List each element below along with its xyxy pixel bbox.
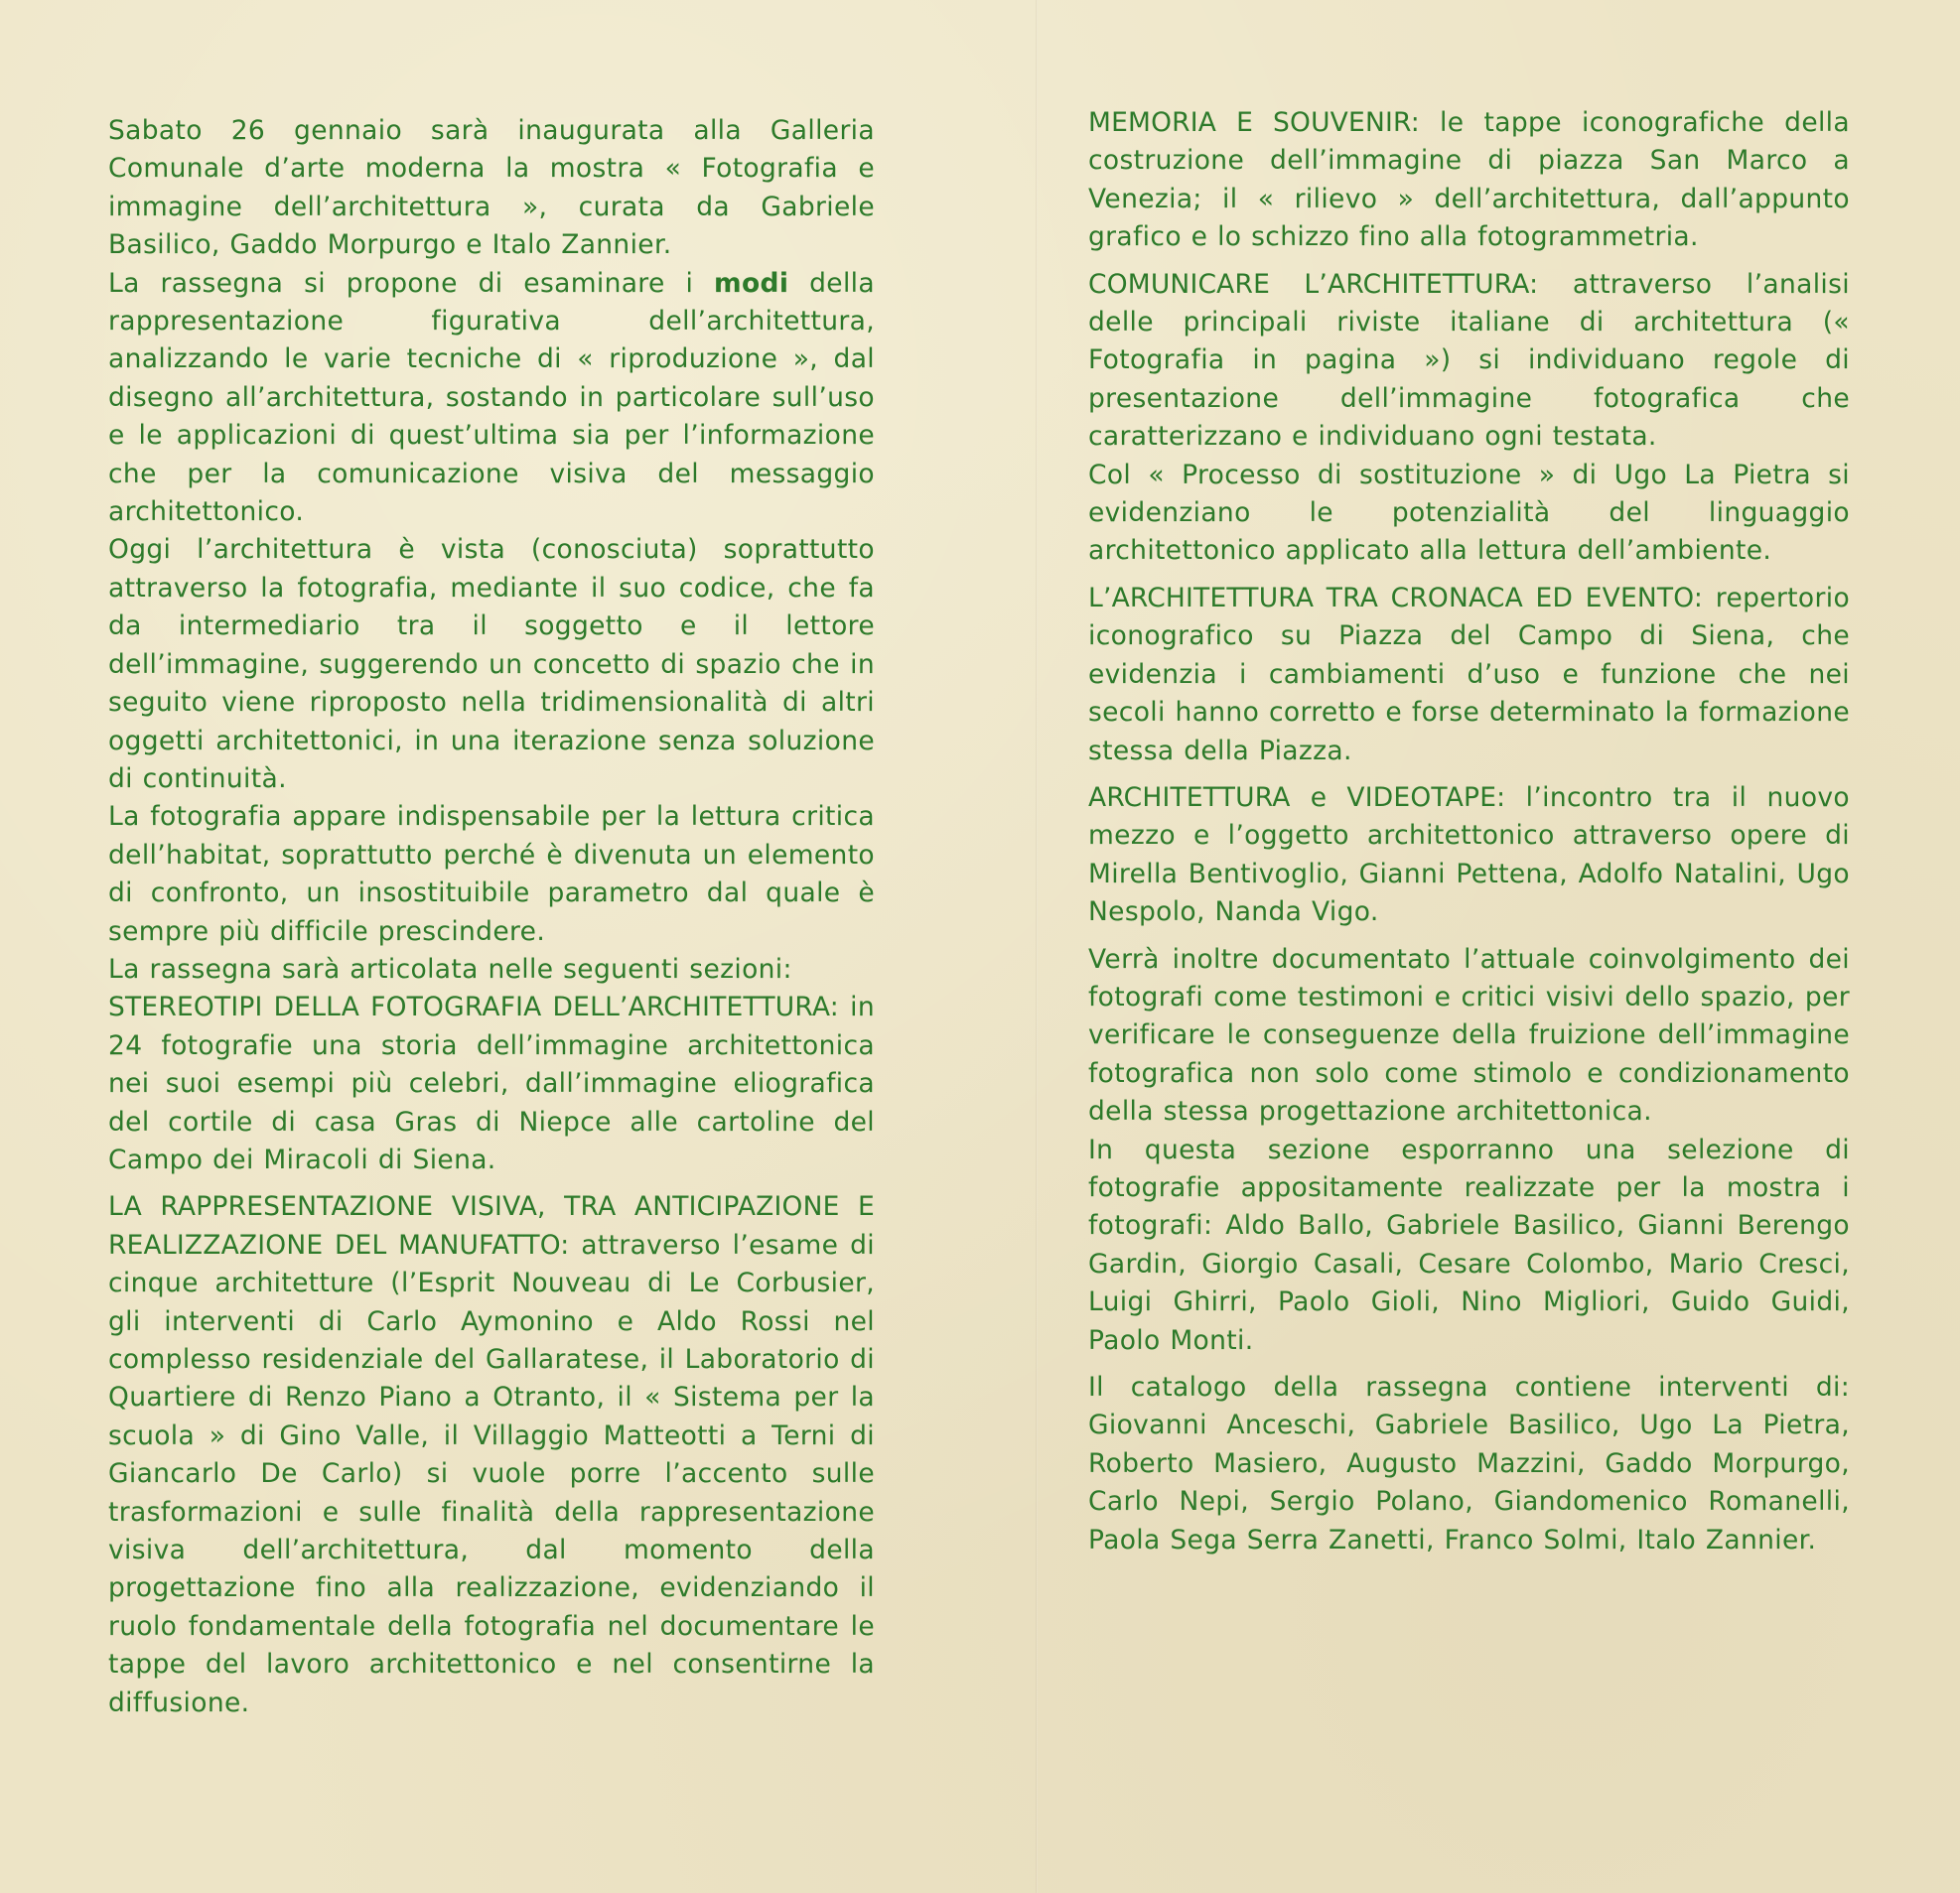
section-comunicare <box>1088 266 1850 457</box>
section-stereotipi-heading: STEREOTIPI DELLA FOTOGRAFIA DELL’ARCHITETTURA: <box>108 992 839 1023</box>
section-videotape <box>1088 779 1850 932</box>
catalogue-contributors-paragraph: Il catalogo della rassegna contiene interventi di: Giovanni Anceschi, Gabriele Basilico, Ugo La Pietra, Roberto Masiero, Augusto Mazzini, Gaddo Morpurgo, Carlo Nepi, Sergio Polano, Giandomenico Romanelli, Paola Sega Serra Zanetti, Franco Solmi, Italo Zannier. <box>1088 1372 1850 1555</box>
section-memoria-souvenir <box>1088 104 1850 257</box>
intro-paragraph: Sabato 26 gennaio sarà inaugurata alla Galleria Comunale d’arte moderna la mostra « Fotografia e immagine dell’architettura », curata da Gabriele Basilico, Gaddo Morpurgo e Italo Zannier. <box>108 115 875 261</box>
purpose-text-end: della rappresentazione figurativa dell’architettura, analizzando le varie tecniche di « riproduzione », dal disegno all’architettura, sostando in particolare sull’uso e le applicazioni di quest’ultima sia per l’informazione che per la comunicazione visiva del messaggio architettonico. <box>108 267 875 528</box>
section-comunicare-heading: COMUNICARE L’ARCHITETTURA: <box>1088 268 1539 300</box>
sections-intro-paragraph: La rassegna sarà articolata nelle seguenti sezioni: <box>108 953 792 985</box>
section-rappresentazione-heading: LA RAPPRESENTAZIONE VISIVA, TRA ANTICIPAZIONE E REALIZZAZIONE DEL MANUFATTO: <box>108 1191 875 1261</box>
section-memoria-text: le tappe iconografiche della costruzione dell’immagine di piazza San Marco a Venezia; il « rilievo » dell’architettura, dall’appunto grafico e lo schizzo fino alla fotogrammetria. <box>1088 107 1850 253</box>
section-rappresentazione-text: attraverso l’esame di cinque architetture (l’Esprit Nouveau di Le Corbusier, gli interventi di Carlo Aymonino e Aldo Rossi nel complesso residenziale del Gallaratese, il Laboratorio di Quartiere di Renzo Piano a Otranto, il « Sistema per la scuola » di Gino Valle, il Villaggio Matteotti a Terni di Giancarlo De Carlo) si vuole porre l’accento sulle trasformazioni e sulle finalità della rappresentazione visiva dell’architettura, dal momento della progettazione fino alla realizzazione, evidenziando il ruolo fondamentale della fotografia nel documentare le tappe del lavoro architettonico e nel consentirne la diffusione. <box>108 1229 875 1718</box>
left-column <box>108 112 875 1722</box>
section-stereotipi-text: in 24 fotografie una storia dell’immagine architettonica nei suoi esempi più celebri, dall’immagine eliografica del cortile di casa Gras di Niepce alle cartoline del Campo dei Miracoli di Siena. <box>108 992 875 1175</box>
section-stereotipi <box>108 989 875 1179</box>
architecture-photography-paragraph: Oggi l’architettura è vista (conosciuta) soprattutto attraverso la fotografia, mediante il suo codice, che fa da intermediario tra il soggetto e il lettore dell’immagine, suggerendo un concetto di spazio che in seguito viene riproposto nella tridimensionalità di altri oggetti architettonici, in una iterazione senza soluzione di continuità. <box>108 534 875 794</box>
section-cronaca-evento <box>1088 580 1850 770</box>
modi-emphasis: modi <box>714 267 789 299</box>
section-comunicare-text: attraverso l’analisi delle principali riviste italiane di architettura (« Fotografia in pagina ») si individuano regole di presentazione dell’immagine fotografica che caratterizzano e individuano ogni testata. <box>1088 268 1851 453</box>
processo-sostituzione-paragraph: Col « Processo di sostituzione » di Ugo La Pietra si evidenziano le potenzialità del linguaggio architettonico applicato alla lettura dell’ambiente. <box>1088 459 1850 567</box>
photographers-list-paragraph: In questa sezione esporranno una selezione di fotografie appositamente realizzate per la mostra i fotografi: Aldo Ballo, Gabriele Basilico, Gianni Berengo Gardin, Giorgio Casali, Cesare Colombo, Mario Cresci, Luigi Ghirri, Paolo Gioli, Nino Migliori, Guido Guidi, Paolo Monti. <box>1088 1134 1850 1356</box>
section-cronaca-text: repertorio iconografico su Piazza del Campo di Siena, che evidenzia i cambiamenti d’uso e funzione che nei secoli hanno corretto e forse determinato la formazione stessa della Piazza. <box>1088 582 1851 766</box>
right-column <box>1088 104 1850 1559</box>
critical-reading-paragraph: La fotografia appare indispensabile per la lettura critica dell’habitat, soprattutto perché è divenuta un elemento di confronto, un insostituibile parametro dal quale è sempre più difficile prescindere. <box>108 801 875 947</box>
section-videotape-text: l’incontro tra il nuovo mezzo e l’oggetto architettonico attraverso opere di Mirella Bentivoglio, Gianni Pettena, Adolfo Natalini, Ugo Nespolo, Nanda Vigo. <box>1088 781 1850 928</box>
photographers-involvement-paragraph: Verrà inoltre documentato l’attuale coinvolgimento dei fotografi come testimoni e critici visivi dello spazio, per verificare le conseguenze della fruizione dell’immagine fotografica non solo come stimolo e condizionamento della stessa progettazione architettonica. <box>1088 943 1850 1128</box>
section-rappresentazione-visiva <box>108 1188 875 1722</box>
purpose-paragraph <box>108 265 875 532</box>
section-memoria-heading: MEMORIA E SOUVENIR: <box>1088 107 1420 138</box>
purpose-text-start: La rassegna si propone di esaminare i <box>108 267 694 299</box>
section-videotape-heading: ARCHITETTURA e VIDEOTAPE: <box>1088 781 1506 813</box>
center-fold <box>1036 0 1038 1893</box>
section-cronaca-heading: L’ARCHITETTURA TRA CRONACA ED EVENTO: <box>1088 582 1704 613</box>
